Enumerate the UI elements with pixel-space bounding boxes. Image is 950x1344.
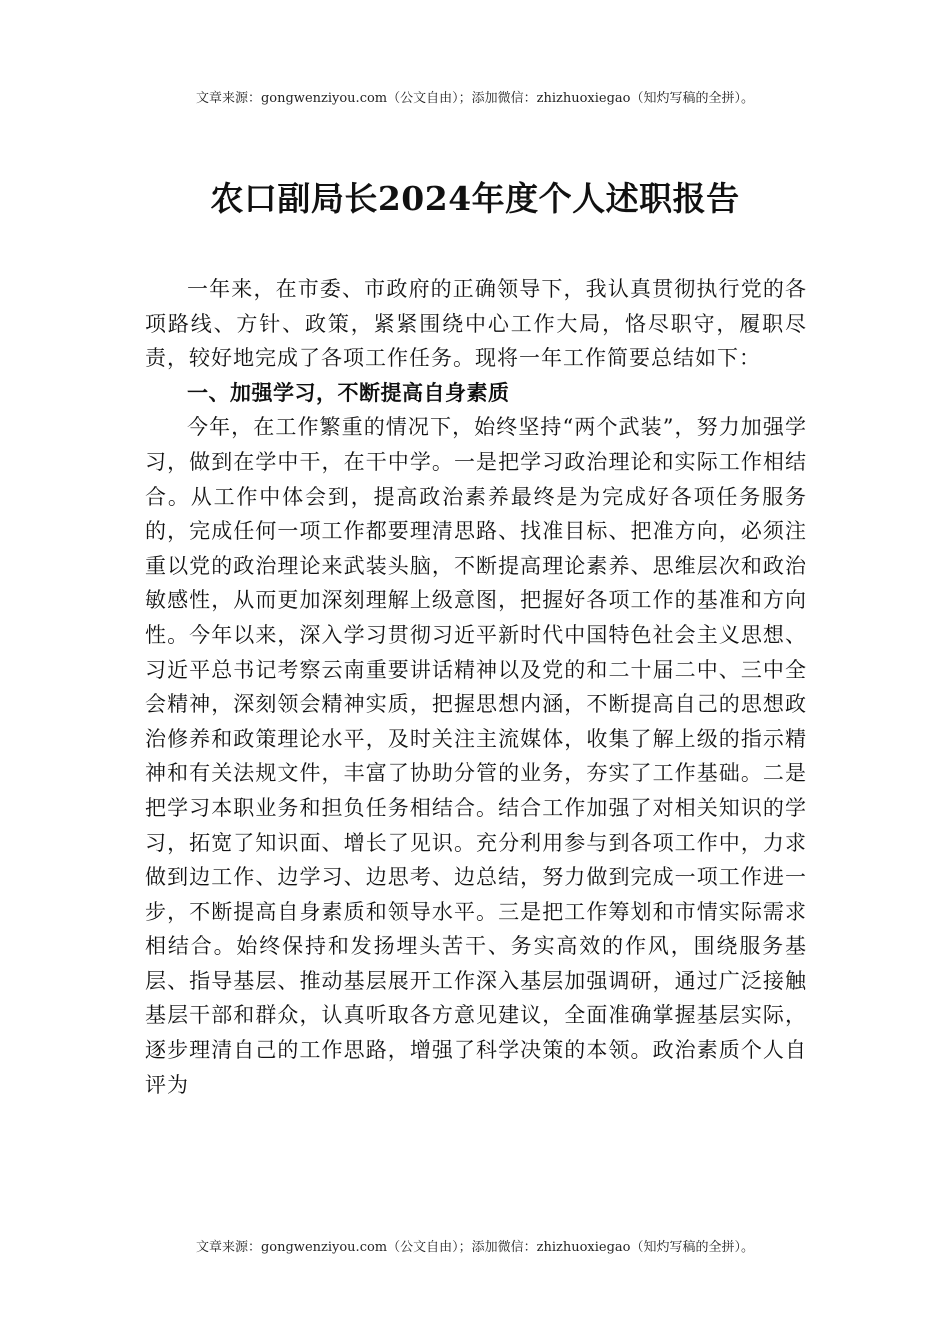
intro-paragraph: 一年来，在市委、市政府的正确领导下，我认真贯彻执行党的各项路线、方针、政策，紧紧围绕中心工作大局，恪尽职守，履职尽责，较好地完成了各项工作任务。现将一年工作简要总结如下： <box>145 277 807 371</box>
source-header: 文章来源：gongwenziyou.com（公文自由）；添加微信：zhizhuoxiegao（知灼写稿的全拼）。 <box>195 91 755 106</box>
source-footer: 文章来源：gongwenziyou.com（公文自由）；添加微信：zhizhuoxiegao（知灼写稿的全拼）。 <box>195 1240 755 1255</box>
section-1-paragraph: 今年，在工作繁重的情况下，始终坚持“两个武装”，努力加强学习，做到在学中干，在干中学。一是把学习政治理论和实际工作相结合。从工作中体会到，提高政治素养最终是为完成好各项任务服务的，完成任何一项工作都要理清思路、找准目标、把准方向，必须注重以党的政治理论来武装头脑，不断提高理论素养、思维层次和政治敏感性，从而更加深刻理解上级意图，把握好各项工作的基准和方向性。今年以来，深入学习贯彻习近平新时代中国特色社会主义思想、习近平总书记考察云南重要讲话精神以及党的和二十届二中、三中全会精神，深刻领会精神实质，把握思想内涵，不断提高自己的思想政治修养和政策理论水平，及时关注主流媒体，收集了解上级的指示精神和有关法规文件，丰富了协助分管的业务，夯实了工作基础。二是把学习本职业务和担负任务相结合。结合工作加强了对相关知识的学习，拓宽了知识面、增长了见识。充分利用参与到各项工作中，力求做到边工作、边学习、边思考、边总结，努力做到完成一项工作进一步，不断提高自身素质和领导水平。三是把工作筹划和市情实际需求相结合。始终保持和发扬埋头苦干、务实高效的作风，围绕服务基层、指导基层、推动基层展开工作深入基层加强调研，通过广泛接触基层干部和群众，认真听取各方意见建议，全面准确掌握基层实际，逐步理清自己的工作思路，增强了科学决策的本领。政治素质个人自评为 <box>145 415 807 1097</box>
document-body <box>145 272 807 1102</box>
section-heading-1: 一、加强学习，不断提高自身素质 <box>187 380 510 405</box>
document-title: 农口副局长2024年度个人述职报告 <box>210 179 740 218</box>
